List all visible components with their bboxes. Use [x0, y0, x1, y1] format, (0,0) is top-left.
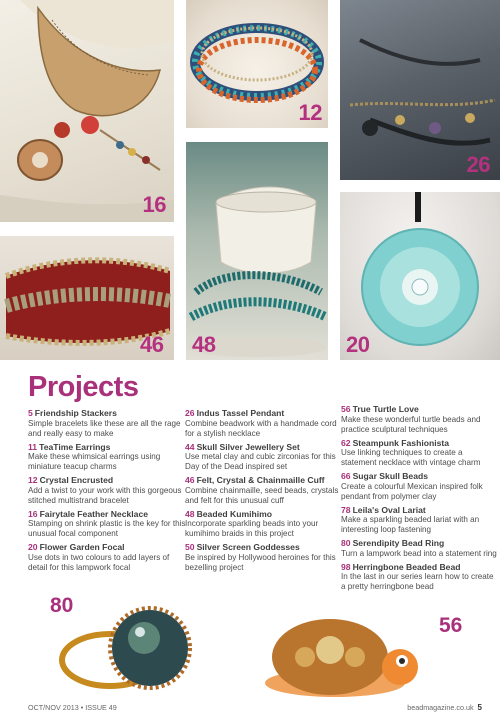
project-description: Use linking techniques to create a statement necklace with vintage charm [341, 448, 481, 467]
issue-footer: OCT/NOV 2013 • ISSUE 49 [28, 703, 117, 712]
page-number-badge: 80 [50, 594, 74, 617]
project-name: Sugar Skull Beads [352, 471, 429, 481]
project-description: Make a sparkling beaded lariat with an interesting loop fastening [341, 515, 480, 534]
project-heading [28, 475, 186, 486]
project-heading [185, 475, 343, 486]
project-name: Beaded Kumihimo [196, 508, 273, 519]
project-item [185, 408, 343, 439]
project-description: In the last in our series learn how to create a pretty herringbone bead [341, 572, 494, 591]
project-page-number: 44 [185, 441, 195, 452]
project-item [28, 475, 186, 506]
site-url: beadmagazine.co.uk [407, 703, 474, 712]
necklace-illustration [0, 0, 174, 222]
page-number-badge: 56 [439, 614, 463, 637]
project-page-number: 26 [185, 408, 195, 418]
page-number-badge: 16 [142, 192, 166, 217]
project-heading [185, 542, 343, 553]
project-heading [185, 442, 343, 453]
project-heading [341, 505, 499, 516]
project-heading [341, 562, 499, 573]
project-item [28, 408, 186, 439]
project-heading [28, 442, 186, 453]
project-item [28, 442, 186, 473]
project-page-number: 66 [341, 471, 351, 481]
project-item [185, 542, 343, 573]
project-description: Add a twist to your work with this gorgeous stitched multistrand bracelet [28, 485, 182, 505]
project-item [341, 404, 499, 435]
photo-fairytale-necklace [0, 0, 174, 222]
project-name: Felt, Crystal & Chainmaille Cuff [196, 475, 325, 485]
project-heading [341, 438, 499, 449]
photo-lampwork-focal [340, 192, 500, 360]
projects-column-1 [28, 408, 186, 576]
project-description: Make these wonderful turtle beads and practice sculptural techniques [341, 414, 481, 434]
photo-tassel-pendant [340, 0, 500, 180]
project-heading [28, 542, 186, 553]
project-item [28, 542, 186, 573]
project-item [341, 538, 499, 559]
page-number-badge: 46 [140, 332, 164, 357]
projects-column-3 [341, 404, 499, 595]
project-page-number: 62 [341, 437, 351, 448]
project-heading [28, 509, 186, 520]
project-page-number: 16 [28, 508, 38, 519]
project-item [185, 475, 343, 506]
project-description: Be inspired by Hollywood heroines for this bezelling project [185, 552, 336, 572]
project-heading [341, 471, 499, 482]
project-heading [341, 404, 499, 415]
project-item [185, 509, 343, 540]
project-page-number: 78 [341, 504, 351, 515]
project-page-number: 20 [28, 542, 38, 552]
site-footer [407, 703, 482, 712]
turtle-illustration [250, 595, 440, 705]
project-item [185, 442, 343, 473]
project-name: Skull Silver Jewellery Set [196, 441, 300, 452]
photo-turtle-bead [250, 595, 440, 705]
page-number-badge: 26 [466, 152, 490, 177]
page-title: Projects [28, 371, 139, 403]
project-page-number: 56 [341, 404, 351, 414]
page-number: 5 [477, 703, 482, 712]
kumihimo-illustration [186, 142, 328, 360]
photo-chainmaille-cuff [0, 236, 174, 360]
page-number-badge: 20 [346, 332, 370, 357]
project-description: Simple bracelets like these are all the rage and really easy to make [28, 418, 181, 438]
project-page-number: 11 [28, 441, 38, 452]
project-name: True Turtle Love [352, 404, 419, 414]
project-name: TeaTime Earrings [39, 441, 111, 452]
project-name: Silver Screen Goddesses [196, 542, 300, 552]
photo-beaded-kumihimo [186, 142, 328, 360]
project-heading [341, 538, 499, 549]
project-name: Crystal Encrusted [39, 475, 114, 485]
project-page-number: 5 [28, 408, 33, 418]
project-description: Combine chainmaille, seed beads, crystals and felt for this unusual cuff [185, 485, 339, 505]
project-heading [28, 408, 186, 419]
projects-column-2 [185, 408, 343, 576]
project-name: Herringbone Beaded Bead [352, 561, 461, 572]
project-name: Leila's Oval Lariat [352, 504, 426, 515]
project-item [341, 562, 499, 593]
project-heading [185, 509, 343, 520]
project-page-number: 98 [341, 561, 351, 572]
project-page-number: 48 [185, 508, 195, 519]
project-name: Indus Tassel Pendant [196, 408, 285, 418]
project-page-number: 12 [28, 475, 38, 485]
project-item [28, 509, 186, 540]
project-name: Friendship Stackers [34, 408, 117, 418]
project-name: Serendipity Bead Ring [352, 538, 445, 548]
project-page-number: 46 [185, 475, 195, 485]
project-heading [185, 408, 343, 419]
project-description: Use dots in two colours to add layers of detail for this lampwork focal [28, 552, 170, 572]
project-item [341, 505, 499, 536]
project-item [341, 438, 499, 469]
page-number-badge: 12 [298, 100, 322, 125]
project-description: Use metal clay and cubic zirconias for this Day of the Dead inspired set [185, 452, 336, 471]
project-page-number: 50 [185, 542, 195, 552]
project-description: Combine beadwork with a handmade cord for a stylish necklace [185, 418, 337, 438]
project-name: Flower Garden Focal [39, 542, 125, 552]
project-description: Make these whimsical earrings using miniature teacup charms [28, 452, 161, 471]
project-description: Incorporate sparkling beads into your kumihimo braids in this project [185, 519, 319, 538]
project-description: Turn a lampwork bead into a statement ring [341, 548, 497, 558]
project-description: Stamping on shrink plastic is the key for this unusual focal component [28, 519, 186, 538]
project-name: Steampunk Fashionista [352, 437, 450, 448]
project-description: Create a colourful Mexican inspired folk pendant from polymer clay [341, 481, 483, 501]
project-item [341, 471, 499, 502]
photo-crystal-bracelet [186, 0, 328, 128]
project-name: Fairytale Feather Necklace [39, 508, 148, 519]
project-page-number: 80 [341, 538, 351, 548]
page-number-badge: 48 [192, 332, 216, 357]
